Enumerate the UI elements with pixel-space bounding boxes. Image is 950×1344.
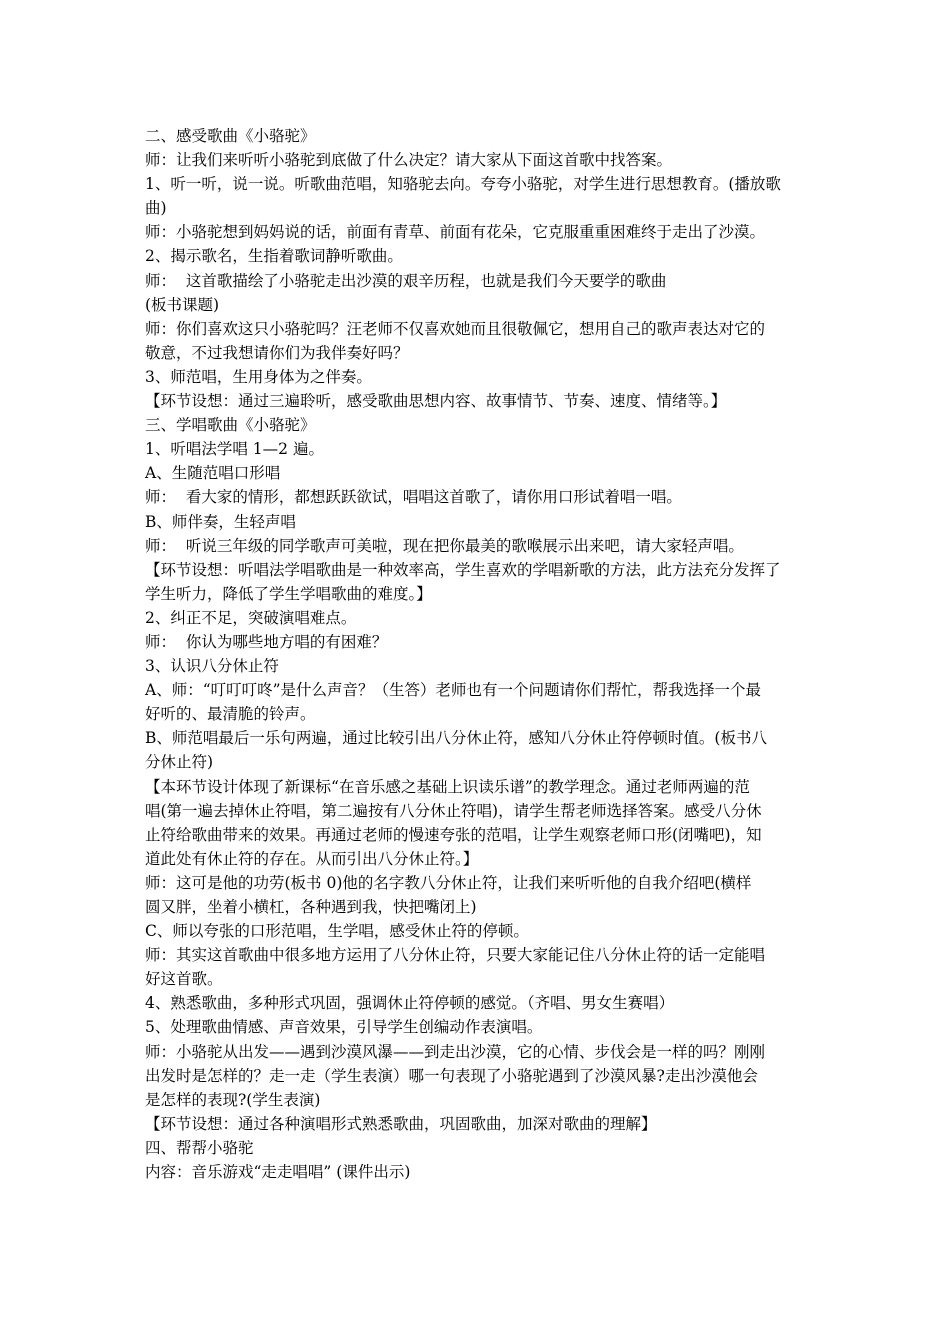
text-line: 内容：音乐游戏“走走唱唱” (课件出示) — [145, 1163, 411, 1182]
text-line: 师：你们喜欢这只小骆驼吗？汪老师不仅喜欢她而且很敬佩它，想用自己的歌声表达对它的 — [145, 319, 766, 338]
text-line: 4、熟悉歌曲，多种形式巩固，强调休止符停顿的感觉。（齐唱、男女生赛唱） — [145, 994, 675, 1013]
text-line: 师： 这首歌描绘了小骆驼走出沙漠的艰辛历程，也就是我们今天要学的歌曲 — [145, 271, 667, 290]
design-note: 【环节设想：听唱法学唱歌曲是一种效率高，学生喜欢的学唱新歌的方法，此方法充分发挥了 — [145, 560, 781, 579]
text-line: 3、师范唱，生用身体为之伴奏。 — [145, 367, 372, 386]
section-heading: 二、感受歌曲《小骆驼》 — [145, 127, 316, 145]
design-note: 【本环节设计体现了新课标“在音乐感之基础上识读乐谱”的教学理念。通过老师两遍的范 — [145, 777, 750, 796]
text-line: 分休止符) — [145, 753, 214, 772]
text-line: 师： 看大家的情形，都想跃跃欲试，唱唱这首歌了，请你用口形试着唱一唱。 — [145, 488, 682, 507]
section-heading: 三、学唱歌曲《小骆驼》 — [145, 416, 316, 435]
design-note: 【环节设想：通过三遍聆听，感受歌曲思想内容、故事情节、节奏、速度、情绪等。】 — [145, 392, 727, 411]
text-line: 敬意，不过我想请你们为我伴奏好吗？ — [145, 343, 409, 362]
text-line: 2、揭示歌名，生指着歌词静听歌曲。 — [145, 247, 403, 266]
text-line: A、师：“叮叮叮咚”是什么声音？（生答）老师也有一个问题请你们帮忙，帮我选择一个最 — [145, 681, 762, 700]
text-line: 师：小骆驼从出发——遇到沙漠风瀑——到走出沙漠，它的心情、步伐会是一样的吗？刚刚 — [145, 1042, 766, 1061]
text-line: 好这首歌。 — [145, 970, 223, 989]
design-note: 学生听力，降低了学生学唱歌曲的难度。】 — [145, 584, 432, 603]
text-line: 圆又胖，坐着小横杠，各种遇到我，快把嘴闭上) — [145, 898, 477, 916]
text-line: (板书课题) — [145, 295, 220, 314]
text-line: 1、听唱法学唱 1—2 遍。 — [145, 440, 324, 459]
text-line: C、师以夸张的口形范唱，生学唱，感受休止符的停顿。 — [145, 922, 529, 941]
design-note: 【环节设想：通过各种演唱形式熟悉歌曲，巩固歌曲，加深对歌曲的理解】 — [145, 1114, 657, 1133]
text-line: 师：其实这首歌曲中很多地方运用了八分休止符，只要大家能记住八分休止符的话一定能唱 — [145, 946, 766, 965]
text-line: 师：小骆驼想到妈妈说的话，前面有青草、前面有花朵，它克服重重困难终于走出了沙漠。 — [145, 223, 766, 242]
text-line: 5、处理歌曲情感、声音效果，引导学生创编动作表演唱。 — [145, 1018, 543, 1037]
text-line: 是怎样的表现?(学生表演) — [145, 1090, 321, 1109]
text-line: B、师范唱最后一乐句两遍，通过比较引出八分休止符，感知八分休止符停顿时值。(板书八 — [145, 729, 767, 748]
text-line: B、师伴奏，生轻声唱 — [145, 512, 296, 531]
document-body — [145, 124, 811, 1184]
text-line: 1、听一听，说一说。听歌曲范唱，知骆驼去向。夸夸小骆驼，对学生进行思想教育。(播放歌 — [145, 175, 781, 194]
section-heading: 四、帮帮小骆驼 — [145, 1138, 254, 1157]
text-line: A、生随范唱口形唱 — [145, 464, 281, 483]
text-line: 出发时是怎样的？走一走（学生表演）哪一句表现了小骆驼遇到了沙漠风暴?走出沙漠他会 — [145, 1066, 758, 1085]
text-line: 3、认识八分休止符 — [145, 657, 279, 676]
text-line: 2、纠正不足，突破演唱难点。 — [145, 608, 357, 627]
text-line: 师：让我们来听听小骆驼到底做了什么决定？请大家从下面这首歌中找答案。 — [145, 151, 673, 170]
text-line: 曲) — [145, 199, 167, 218]
text-line: 师：这可是他的功劳(板书 0)他的名字教八分休止符，让我们来听听他的自我介绍吧(横样 — [145, 873, 752, 892]
design-note: 止符给歌曲带来的效果。再通过老师的慢速夸张的范唱，让学生观察老师口形(闭嘴吧)，知 — [145, 825, 762, 844]
text-line: 师： 听说三年级的同学歌声可美啦，现在把你最美的歌喉展示出来吧，请大家轻声唱。 — [145, 536, 744, 555]
design-note: 道此处有休止符的存在。从而引出八分休止符。】 — [145, 849, 479, 868]
text-line: 好听的、最清脆的铃声。 — [145, 705, 316, 724]
design-note: 唱(第一遍去掉休止符唱，第二遍按有八分休止符唱)，请学生帮老师选择答案。感受八分休 — [145, 801, 762, 820]
text-line: 师： 你认为哪些地方唱的有困难？ — [145, 632, 388, 651]
